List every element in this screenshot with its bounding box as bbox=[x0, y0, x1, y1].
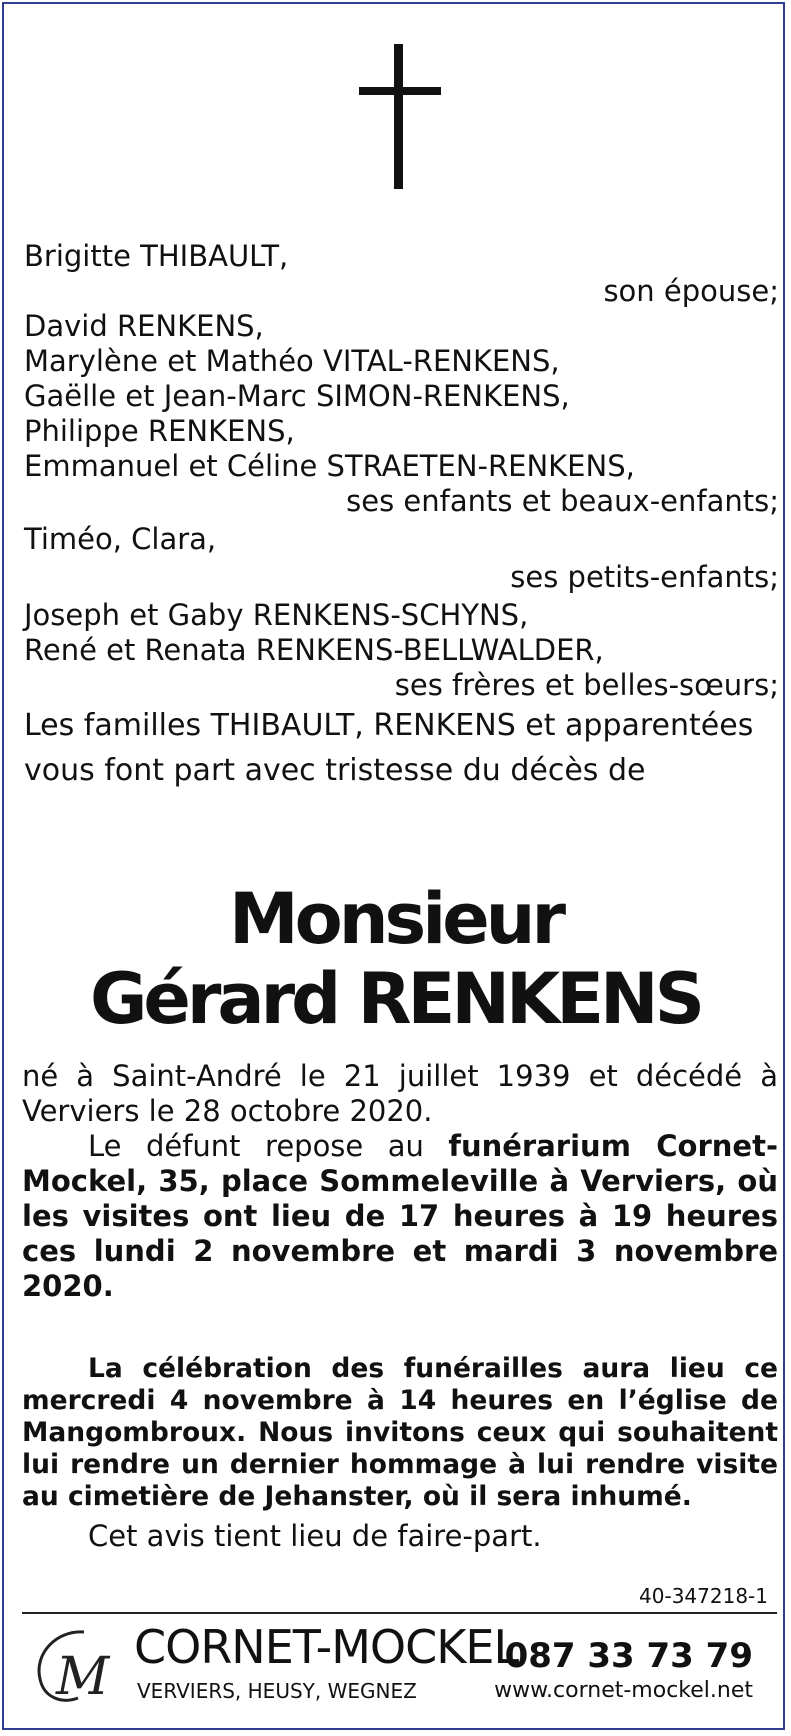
ceremony-paragraph: La célébration des funérailles aura lieu ce mercredi 4 novembre à 14 heures en l’église de Mangombroux. Nous invitons ceux qui souhaitent lui rendre un dernier hommage à lui rendre visite au cimetière de Jehanster, où il sera inhumé. bbox=[22, 1353, 778, 1512]
family-line: René et Renata RENKENS-BELLWALDER, bbox=[24, 633, 604, 667]
family-line: David RENKENS, bbox=[24, 309, 264, 343]
family-line: Gaëlle et Jean-Marc SIMON-RENKENS, bbox=[24, 379, 570, 413]
family-list bbox=[24, 239, 779, 793]
obituary-notice bbox=[2, 2, 785, 1730]
relation-label: son épouse; bbox=[603, 274, 779, 308]
birth-death-text: né à Saint-André le 21 juillet 1939 et décédé à Verviers le 28 octobre 2020. bbox=[22, 1059, 778, 1128]
company-website[interactable]: www.cornet-mockel.net bbox=[494, 1678, 753, 1703]
relation-label: ses petits-enfants; bbox=[510, 560, 779, 594]
svg-text:M: M bbox=[56, 1647, 110, 1707]
company-locations: VERVIERS, HEUSY, WEGNEZ bbox=[137, 1679, 417, 1703]
announcement-line: Les familles THIBAULT, RENKENS et apparentées bbox=[24, 708, 754, 743]
relation-label: ses enfants et beaux-enfants; bbox=[346, 484, 779, 518]
repose-prefix: Le défunt repose au bbox=[88, 1129, 449, 1163]
repose-paragraph bbox=[22, 1129, 778, 1304]
announcement-line: vous font part avec tristesse du décès de bbox=[24, 753, 646, 788]
family-line: Timéo, Clara, bbox=[24, 522, 217, 556]
deceased-name-block bbox=[4, 879, 787, 1039]
notice-body bbox=[22, 1059, 778, 1554]
family-line: Brigitte THIBAULT, bbox=[24, 239, 289, 273]
repose-details: funérarium Cornet-Mockel, 35, place Sommeleville à Verviers, où les visites ont lieu de 17 heures à 19 heures ces lundi 2 novembre et mardi 3 novembre 2020. bbox=[22, 1129, 778, 1303]
cornet-mockel-logo bbox=[26, 1624, 126, 1714]
family-line: Philippe RENKENS, bbox=[24, 414, 295, 448]
relation-label: ses frères et belles-sœurs; bbox=[394, 668, 779, 702]
family-line: Marylène et Mathéo VITAL-RENKENS, bbox=[24, 344, 560, 378]
deceased-title: Monsieur bbox=[228, 878, 563, 960]
cross-icon bbox=[359, 44, 441, 189]
company-name: CORNET-MOCKEL bbox=[134, 1620, 519, 1674]
closing-text: Cet avis tient lieu de faire-part. bbox=[88, 1519, 542, 1553]
company-phone: 087 33 73 79 bbox=[504, 1636, 753, 1676]
family-line: Emmanuel et Céline STRAETEN-RENKENS, bbox=[24, 449, 635, 483]
family-line: Joseph et Gaby RENKENS-SCHYNS, bbox=[24, 598, 529, 632]
divider bbox=[22, 1612, 777, 1614]
reference-number: 40-347218-1 bbox=[639, 1584, 768, 1608]
deceased-name: Gérard RENKENS bbox=[89, 958, 702, 1040]
